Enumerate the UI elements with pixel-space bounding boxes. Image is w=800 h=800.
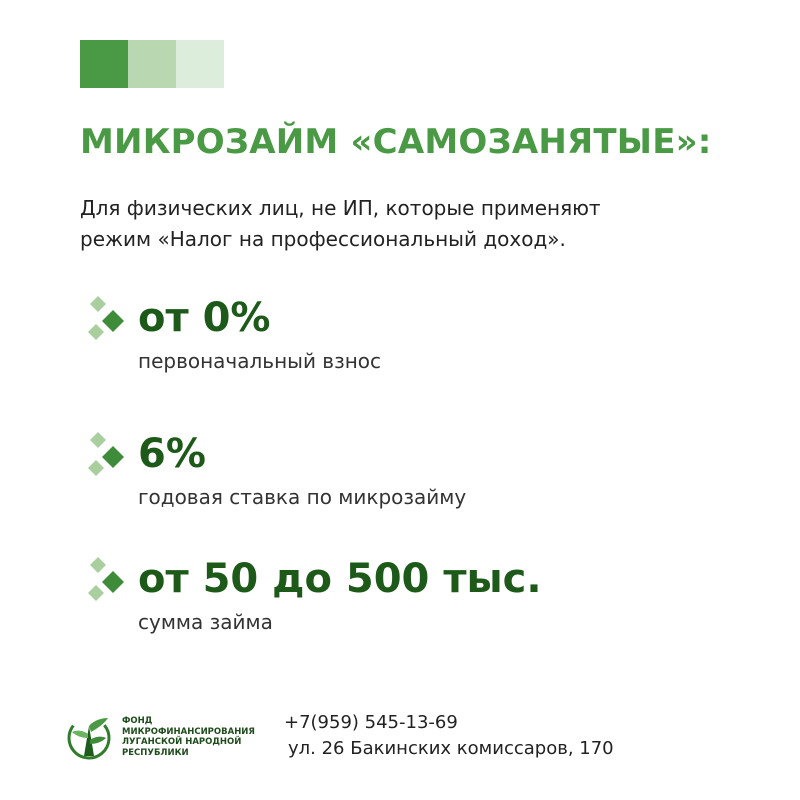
feature-value: от 0% — [138, 295, 271, 341]
diamond-cluster-icon — [80, 430, 126, 480]
org-name-line: РЕСПУБЛИКИ — [122, 747, 189, 758]
feature-description: первоначальный взнос — [138, 349, 382, 373]
swatch-medium — [128, 40, 176, 88]
org-name-line: ЛУГАНСКОЙ НАРОДНОЙ — [122, 737, 242, 747]
phone-number: +7(959) 545-13-69 — [284, 712, 458, 733]
feature-description: годовая ставка по микрозайму — [138, 485, 467, 509]
swatch-light — [176, 40, 224, 88]
subtitle-line-2: режим «Налог на профессиональный доход». — [80, 227, 566, 251]
feature-item-loan-amount — [80, 555, 760, 645]
org-name — [122, 716, 255, 758]
feature-value: 6% — [138, 431, 206, 477]
org-logo — [64, 710, 264, 766]
subtitle-line-1: Для физических лиц, не ИП, которые применяют — [80, 196, 601, 220]
diamond-cluster-icon — [80, 555, 126, 605]
feature-item-down-payment — [80, 294, 760, 384]
org-name-line: МИКРОФИНАНСИРОВАНИЯ — [122, 726, 255, 737]
page-subtitle — [80, 193, 601, 255]
feature-item-annual-rate — [80, 430, 760, 520]
color-swatches — [80, 40, 224, 88]
diamond-cluster-icon — [80, 294, 126, 344]
swatch-dark — [80, 40, 128, 88]
feature-description: сумма займа — [138, 610, 273, 634]
feature-value: от 50 до 500 тыс. — [138, 556, 542, 602]
contact-info — [284, 710, 614, 762]
fund-emblem-icon — [64, 712, 114, 762]
page-title: МИКРОЗАЙМ «САМОЗАНЯТЫЕ»: — [80, 122, 712, 162]
org-name-line: ФОНД — [122, 716, 153, 726]
address: ул. 26 Бакинских комиссаров, 170 — [288, 738, 614, 759]
